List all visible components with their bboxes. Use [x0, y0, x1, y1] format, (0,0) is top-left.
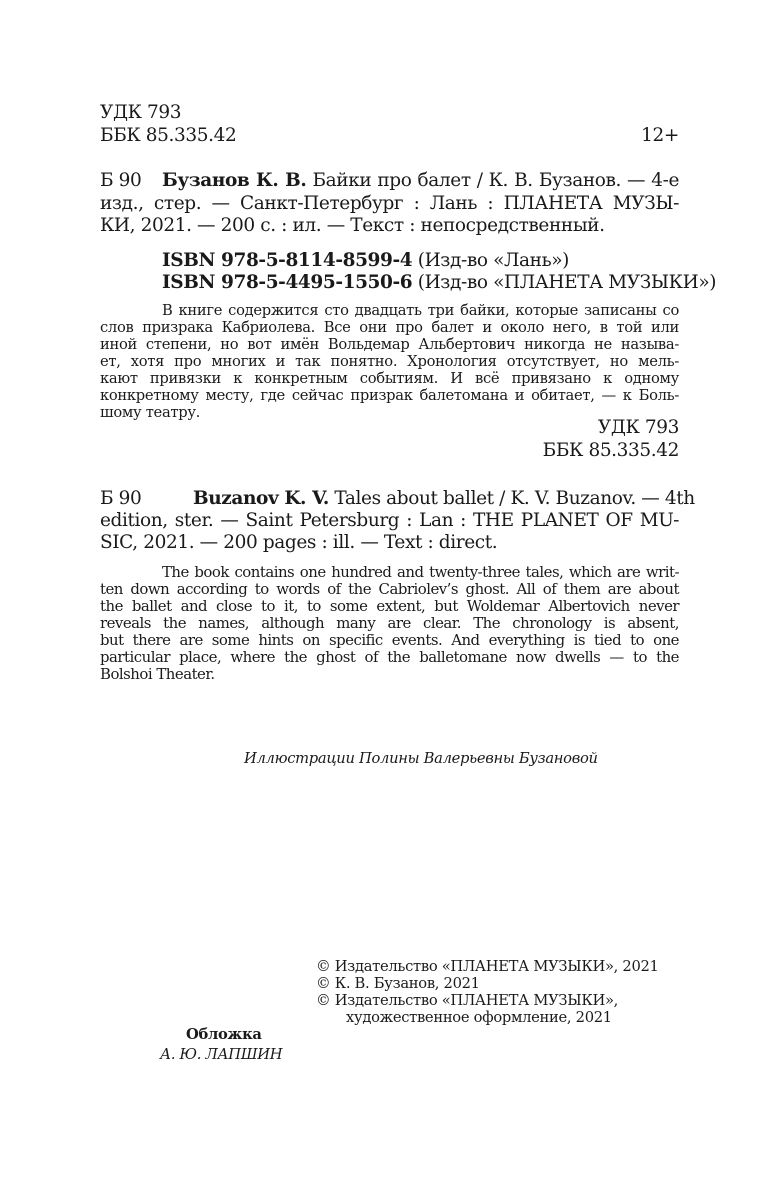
isbn-planet: ISBN 978-5-4495-1550-6 (Изд-во «ПЛАНЕТА МУЗЫКИ»): [162, 272, 717, 293]
ru-annotation-line: шому театру.: [100, 404, 201, 421]
ru-record-line-3: КИ, 2021. — 200 с. : ил. — Текст : непосредственный.: [100, 215, 605, 236]
en-annotation-line: particular place, where the ghost of the balletomane now dwells — to the: [100, 648, 679, 666]
udk-header: УДК 793: [100, 102, 182, 123]
ru-record-line-1: Бузанов К. В. Байки про балет / К. В. Бузанов. — 4-е: [162, 170, 679, 191]
en-annotation-line: ten down according to words of the Cabriolev’s ghost. All of them are about: [100, 580, 679, 598]
en-record-line-1: Buzanov K. V. Tales about ballet / K. V. Buzanov. — 4th: [193, 488, 695, 509]
copyright-line: © Издательство «ПЛАНЕТА МУЗЫКИ»,: [316, 992, 619, 1009]
cover-artist: А. Ю. ЛАПШИН: [160, 1046, 283, 1063]
copyright-line: © Издательство «ПЛАНЕТА МУЗЫКИ», 2021: [316, 958, 659, 975]
illustrations-credit: Иллюстрации Полины Валерьевны Бузановой: [244, 750, 598, 767]
en-annotation-line: reveals the names, although many are clear. The chronology is absent,: [100, 614, 679, 632]
cover-label: Обложка: [186, 1026, 262, 1043]
en-annotation-line: the ballet and close to it, to some extent, but Woldemar Albertovich never: [100, 597, 679, 615]
en-annotation-line: Bolshoi Theater.: [100, 665, 215, 683]
copyright-line: © К. В. Бузанов, 2021: [316, 975, 480, 992]
ru-annotation-line: ет, хотя про многих и так понятно. Хронология отсутствует, но мель-: [100, 353, 679, 370]
en-record-line-3: SIC, 2021. — 200 pages : ill. — Text : direct.: [100, 532, 498, 553]
ru-record-bbk: ББК 85.335.42: [542, 440, 679, 461]
ru-record-code: Б 90: [100, 170, 142, 191]
en-author: Buzanov K. V.: [193, 488, 329, 509]
copyright-line: художественное оформление, 2021: [346, 1009, 612, 1026]
bbk-header: ББК 85.335.42: [100, 125, 237, 146]
ru-annotation-line: В книге содержится сто двадцать три байки, которые записаны со: [162, 302, 679, 319]
ru-annotation-line: кают привязки к конкретным событиям. И всё привязано к одному: [100, 370, 679, 387]
en-record-code: Б 90: [100, 488, 142, 509]
en-annotation-line: but there are some hints on specific events. And everything is tied to one: [100, 631, 679, 649]
age-rating: 12+: [641, 125, 679, 146]
ru-annotation-line: конкретному месту, где сейчас призрак балетомана и обитает, — к Боль-: [100, 387, 679, 404]
en-record-line-2: edition, ster. — Saint Petersburg : Lan : THE PLANET OF MU-: [100, 510, 679, 531]
ru-annotation-line: слов призрака Кабриолева. Все они про балет и около него, в той или: [100, 319, 679, 336]
ru-record-udk: УДК 793: [597, 417, 679, 438]
ru-record-line-2: изд., стер. — Санкт-Петербург : Лань : ПЛАНЕТА МУЗЫ-: [100, 193, 679, 214]
ru-author: Бузанов К. В.: [162, 170, 307, 191]
isbn-lan: ISBN 978-5-8114-8599-4 (Изд-во «Лань»): [162, 250, 569, 271]
en-annotation-line: The book contains one hundred and twenty-three tales, which are writ-: [162, 563, 679, 581]
ru-annotation-line: иной степени, но вот имён Вольдемар Альбертович никогда не называ-: [100, 336, 679, 353]
